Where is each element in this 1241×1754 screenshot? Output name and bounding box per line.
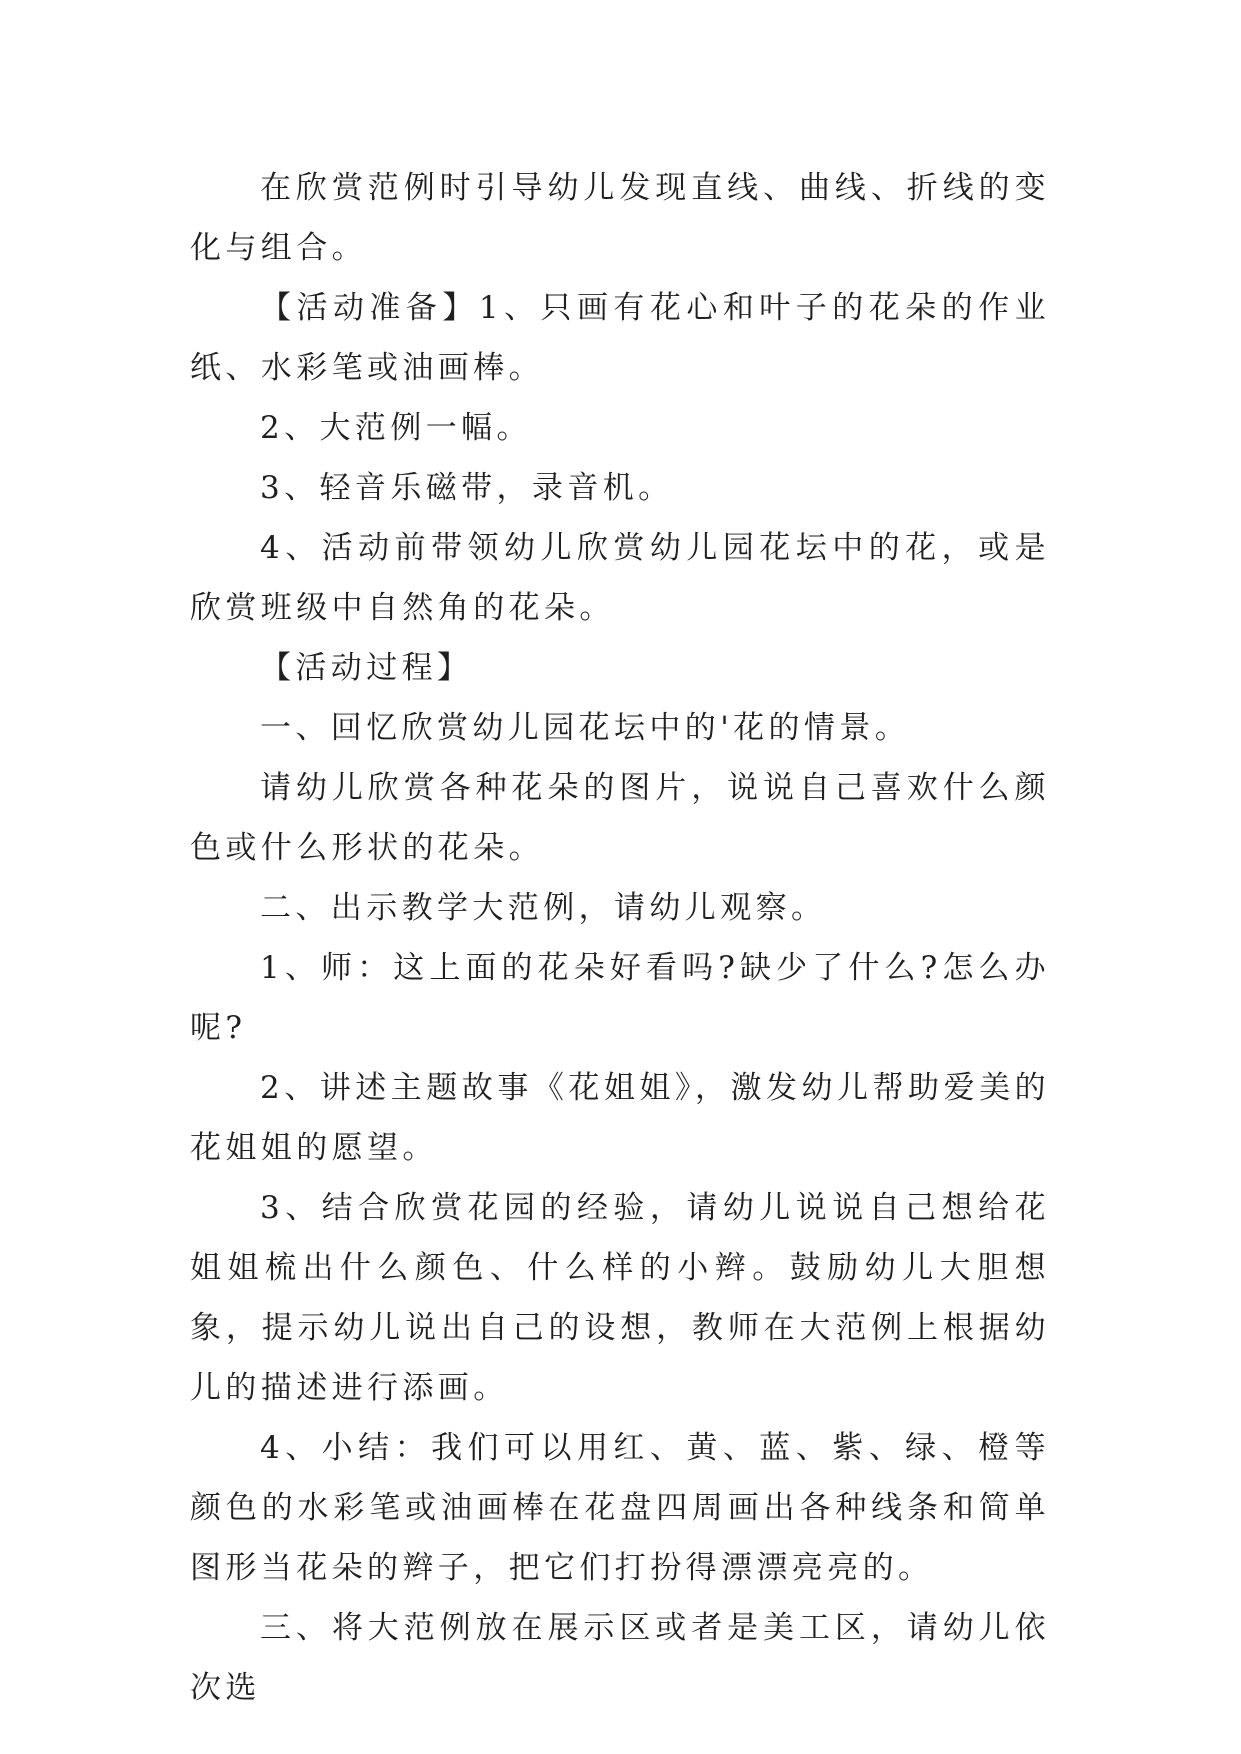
- paragraph-step-3: 三、将大范例放在展示区或者是美工区，请幼儿依次选: [190, 1610, 1050, 1706]
- paragraph-step-2-item-3: 3、结合欣赏花园的经验，请幼儿说说自己想给花姐姐梳出什么颜色、什么样的小辫。鼓励幼儿大胆想象，提示幼儿说出自己的设想，教师在大范例上根据幼儿的描述进行添画。: [190, 1190, 1050, 1406]
- paragraph-preparation-1: 【活动准备】1、只画有花心和叶子的花朵的作业纸、水彩笔或油画棒。: [190, 290, 1050, 386]
- paragraph-step-2: 二、出示教学大范例，请幼儿观察。: [260, 890, 827, 926]
- paragraph-step-1-detail: 请幼儿欣赏各种花朵的图片，说说自己喜欢什么颜色或什么形状的花朵。: [190, 770, 1050, 866]
- paragraph-step-1: 一、回忆欣赏幼儿园花坛中的'花的情景。: [260, 710, 911, 746]
- paragraph-guidance: 在欣赏范例时引导幼儿发现直线、曲线、折线的变化与组合。: [190, 170, 1050, 266]
- document-body: [190, 158, 1050, 1718]
- paragraph-step-2-item-1: 1、师：这上面的花朵好看吗?缺少了什么?怎么办呢?: [190, 950, 1050, 1046]
- paragraph-step-2-item-4: 4、小结：我们可以用红、黄、蓝、紫、绿、橙等颜色的水彩笔或油画棒在花盘四周画出各种线条和简单图形当花朵的辫子，把它们打扮得漂漂亮亮的。: [190, 1430, 1050, 1586]
- paragraph-preparation-4: 4、活动前带领幼儿欣赏幼儿园花坛中的花，或是欣赏班级中自然角的花朵。: [190, 530, 1050, 626]
- paragraph-step-2-item-2: 2、讲述主题故事《花姐姐》，激发幼儿帮助爱美的花姐姐的愿望。: [190, 1070, 1050, 1166]
- paragraph-preparation-2: 2、大范例一幅。: [260, 410, 532, 446]
- section-heading-process: 【活动过程】: [260, 650, 473, 686]
- paragraph-preparation-3: 3、轻音乐磁带，录音机。: [260, 470, 674, 506]
